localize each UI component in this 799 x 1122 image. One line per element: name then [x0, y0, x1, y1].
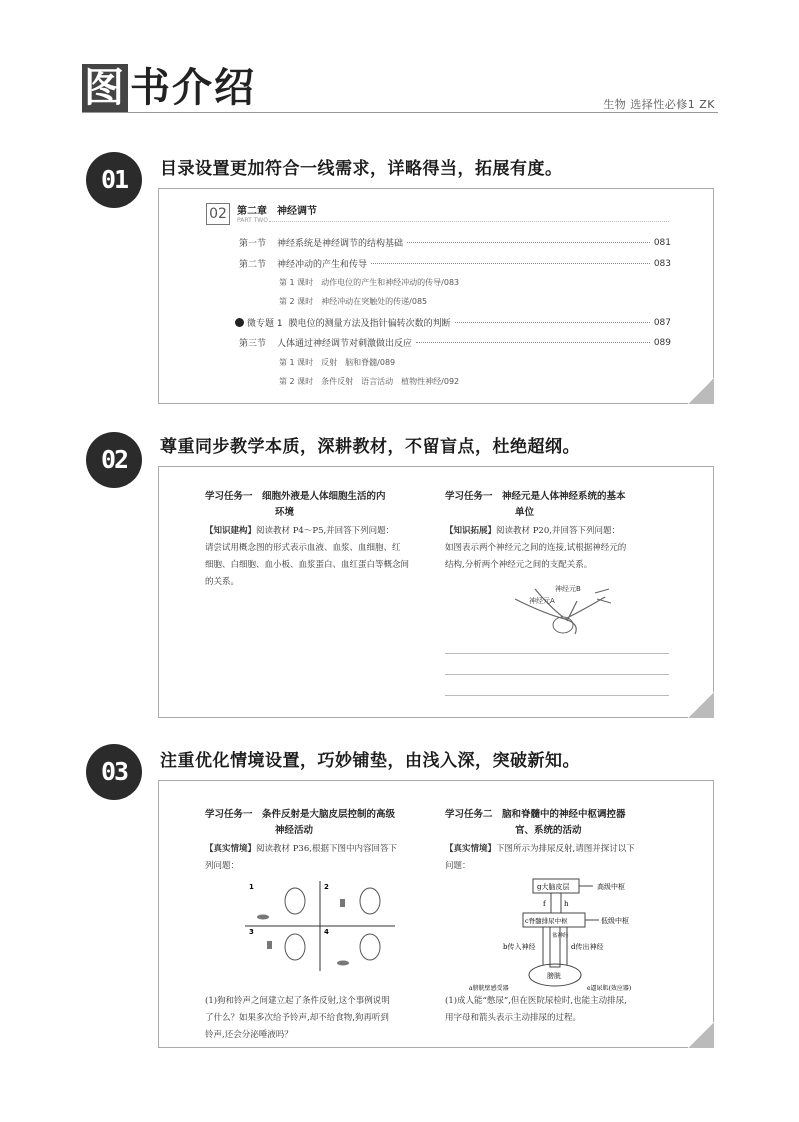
- svg-text:3: 3: [249, 928, 254, 936]
- svg-text:盆神经: 盆神经: [552, 933, 569, 939]
- toc-row[interactable]: 微专题 1 膜电位的测量方法及指针偏转次数的判断 087: [235, 316, 671, 329]
- toc-row[interactable]: 第二节 神经冲动的产生和传导 083: [239, 258, 671, 270]
- title-first-char: 图: [84, 65, 126, 111]
- svg-text:g大脑皮层: g大脑皮层: [537, 883, 570, 891]
- reflex-diagram: [455, 875, 665, 993]
- page-fold: [688, 692, 714, 718]
- svg-text:d传出神经: d传出神经: [571, 943, 604, 951]
- svg-text:高级中枢: 高级中枢: [597, 883, 625, 891]
- toc-chapter-number: 02: [206, 203, 230, 225]
- task-question: (1)成人能“憋尿”,但在医院尿检时,也能主动排尿, 用字母和箭头表示主动排尿的过程。: [445, 996, 627, 1023]
- header-subtitle: 生物 选择性必修1 ZK: [603, 98, 715, 111]
- svg-text:e逼尿肌(效应器): e逼尿肌(效应器): [587, 985, 632, 992]
- toc-chapter-rule: [269, 221, 669, 222]
- toc-row[interactable]: 第一节 神经系统是神经调节的结构基础 081: [239, 237, 671, 249]
- section-title-03: 注重优化情境设置，巧妙铺垫，由浅入深，突破新知。: [160, 751, 580, 771]
- svg-text:h: h: [564, 900, 569, 908]
- title-rest: 书介绍: [130, 65, 256, 111]
- task-right: 学习任务一 神经元是人体神经系统的基本 单位 【知识拓展】阅读教材 P20,并回答下列问题： 如图表示两个神经元之间的连接,试根据神经元的 结构,分析两个神经元之间的支配关系。: [445, 491, 627, 570]
- toc-lesson[interactable]: 第 1 课时 动作电位的产生和神经冲动的传导/083: [279, 278, 460, 287]
- section-badge-03: 03: [86, 744, 142, 800]
- answer-line: [445, 674, 669, 675]
- toc-lesson[interactable]: 第 1 课时 反射 脑和脊髓/089: [279, 358, 396, 367]
- section-title-01: 目录设置更加符合一线需求，详略得当，拓展有度。: [160, 159, 563, 179]
- task-question: (1)狗和铃声之间建立起了条件反射,这个事例说明 了什么？如果多次给予铃声,却不给食物,狗再听到 铃声,还会分泌唾液吗？: [205, 996, 390, 1040]
- sample-card-3: [158, 780, 714, 1048]
- svg-text:f: f: [543, 900, 546, 908]
- answer-line: [445, 695, 669, 696]
- svg-text:2: 2: [324, 883, 329, 891]
- page-fold: [688, 1022, 714, 1048]
- section-badge-02: 02: [86, 432, 142, 488]
- dog-experiment-figure: [245, 881, 395, 971]
- sample-card-2: [158, 466, 714, 718]
- toc-chapter-label: 第二章 神经调节: [237, 206, 317, 217]
- play-icon: [235, 318, 244, 327]
- svg-text:4: 4: [324, 928, 329, 936]
- toc-row[interactable]: 第三节 人体通过神经调节对刺激做出反应 089: [239, 337, 671, 349]
- section-badge-01: 01: [86, 152, 142, 208]
- neuron-figure: [505, 579, 615, 641]
- toc-card: [158, 188, 714, 404]
- toc-lesson[interactable]: 第 2 课时 神经冲动在突触处的传递/085: [279, 297, 428, 306]
- task-left: 学习任务一 细胞外液是人体细胞生活的内 环境 【知识建构】阅读教材 P4～P5,并回答下列问题： 请尝试用概念图的形式表示血液、血浆、血细胞、红 细胞、白细胞、血小板、血浆蛋白、血红蛋白等概念间 的关系。: [205, 491, 410, 587]
- svg-text:低级中枢: 低级中枢: [601, 917, 629, 925]
- toc-lesson[interactable]: 第 2 课时 条件反射 语言活动 植物性神经/092: [279, 377, 460, 386]
- toc-part: PART TWO: [237, 217, 268, 224]
- page-fold: [688, 378, 714, 404]
- svg-text:c脊髓排尿中枢: c脊髓排尿中枢: [525, 917, 568, 925]
- svg-text:神经元A: 神经元A: [529, 597, 555, 605]
- task-right: 学习任务二 脑和脊髓中的神经中枢调控器 官、系统的活动 【真实情境】下图所示为排尿反射,请图并探讨以下 问题：: [445, 809, 635, 871]
- section-title-02: 尊重同步教学本质，深耕教材，不留盲点，杜绝超纲。: [160, 437, 580, 457]
- page-title: [82, 64, 312, 112]
- header-divider: [82, 112, 718, 113]
- task-left: 学习任务一 条件反射是大脑皮层控制的高级 神经活动 【真实情境】阅读教材 P36,根据下图中内容回答下 列问题：: [205, 809, 397, 871]
- svg-text:a膀胱壁感受器: a膀胱壁感受器: [469, 985, 509, 992]
- svg-text:膀胱: 膀胱: [547, 972, 561, 980]
- answer-line: [445, 653, 669, 654]
- svg-text:b传入神经: b传入神经: [503, 943, 536, 951]
- svg-text:神经元B: 神经元B: [555, 585, 581, 593]
- svg-text:1: 1: [249, 883, 254, 891]
